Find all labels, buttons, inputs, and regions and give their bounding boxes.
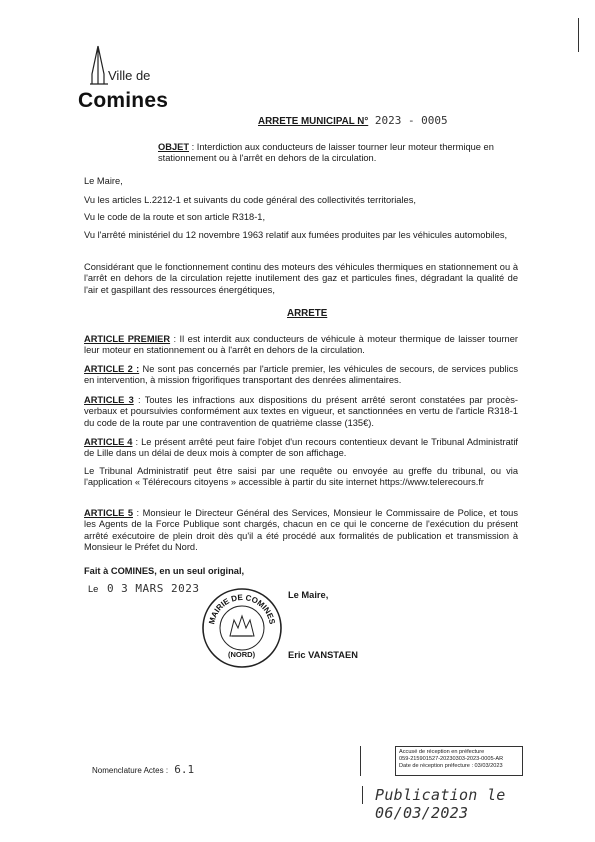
publication-mark [362,786,363,804]
nomenclature [92,763,194,776]
mayor-title: Le Maire, [288,590,329,600]
preamble-considerant: Considérant que le fonctionnement continu des moteurs des véhicules thermiques en stationnement ou à l'arrêt en dehors de la circulation rejette inutilement des gaz et particules fines, dégradant la qualité de l'air et gaspillant des ressources énergétiques, [84,262,518,295]
article-2 [84,364,518,387]
article-1-text: : Il est interdit aux conducteurs de véhicule à moteur thermique de laisser tourner leur moteur en stationnement ou à l'arrêt en dehors de la circulation. [84,334,518,356]
article-1 [84,334,518,357]
signing-date-value: 0 3 MARS 2023 [106,582,200,595]
article-4-label: ARTICLE 4 [84,437,133,447]
edge-mark [578,18,579,52]
receipt-line: Accusé de réception en préfecture [399,749,485,755]
article-3-text: : Toutes les infractions aux dispositions du présent arrêté seront constatées par procès-verbaux et poursuivies conformément aux textes en vigueur, et sanctionnées en vertu de l'article R318-1 du code de la route par une contravention de quatrième classe (135€). [84,395,518,428]
objet-text: : Interdiction aux conducteurs de laisser tourner leur moteur thermique en stationnement ou à l'arrêt en dehors de la circulation. [158,142,494,164]
preamble-vu-2: Vu le code de la route et son article R318-1, [84,212,266,222]
receipt-line: Date de réception préfecture : 03/03/2023 [399,762,503,769]
article-5 [84,508,518,553]
logo-line-1: Ville de [108,68,151,83]
publication-date: Publication le 06/03/2023 [375,786,506,823]
article-5-label: ARTICLE 5 [84,508,133,518]
nomenclature-value: 6.1 [174,763,195,776]
prefecture-receipt [395,746,523,776]
municipal-seal [200,586,284,670]
seal-top-text: MAIRIE DE COMINES [207,592,277,626]
objet [158,142,508,165]
title-label: ARRETE MUNICIPAL N° [258,116,369,127]
preamble-vu-3: Vu l'arrêté ministériel du 12 novembre 1963 relatif aux fumées produites par les véhicules automobiles, [84,230,508,240]
nomenclature-label: Nomenclature Actes : [92,766,169,775]
preamble-vu-1: Vu les articles L.2212-1 et suivants du code général des collectivités territoriales, [84,195,416,205]
page-title [258,114,448,128]
receipt-line: 059-215901527-20230303-2023-0005-AR [399,755,504,762]
article-3 [84,395,518,429]
signing-date-prefix: Le [88,584,99,594]
signing-place: Fait à COMINES, en un seul original, [84,566,245,576]
preamble-maire: Le Maire, [84,176,123,186]
article-1-label: ARTICLE PREMIER [84,334,171,344]
objet-label: OBJET [158,142,189,152]
article-4-text: : Le présent arrêté peut faire l'objet d'un recours contentieux devant le Tribunal Administratif de Lille dans un délai de deux mois à compter de son affichage. [84,437,518,459]
article-5-text: : Monsieur le Directeur Général des Services, Monsieur le Commissaire de Police, et tous les Agents de la Force Publique sont chargés, chacun en ce qui le concerne de l'exécution du présent arrêté exécutoire de plein droit dès qu'il a été procédé aux formalités de publication et transmission à Monsieur le Préfet du Nord. [84,508,518,552]
signing-date [88,582,200,595]
article-4 [84,437,518,460]
article-4-tribunal [84,466,518,489]
mayor-name: Eric VANSTAEN [288,650,358,660]
seal-bottom-text: (NORD) [228,650,256,659]
receipt-bracket [360,746,361,776]
title-number: 2023 - 0005 [374,114,448,127]
logo-line-2: Comines [78,89,169,112]
arrete-heading: ARRETE [287,308,328,319]
logo [78,44,188,112]
article-2-label: ARTICLE 2 : [84,364,140,374]
article-2-text: Ne sont pas concernés par l'article premier, les véhicules de secours, de services publics en intervention, à mission frigorifiques transportant des denrées alimentaires. [84,364,518,386]
article-4-tribunal-text: Le Tribunal Administratif peut être saisi par une requête ou envoyée au greffe du tribunal, ou via l'application « Télérecours citoyens » accessible à partir du site internet https://www.telerecours.fr [84,466,518,488]
article-3-label: ARTICLE 3 [84,395,134,405]
